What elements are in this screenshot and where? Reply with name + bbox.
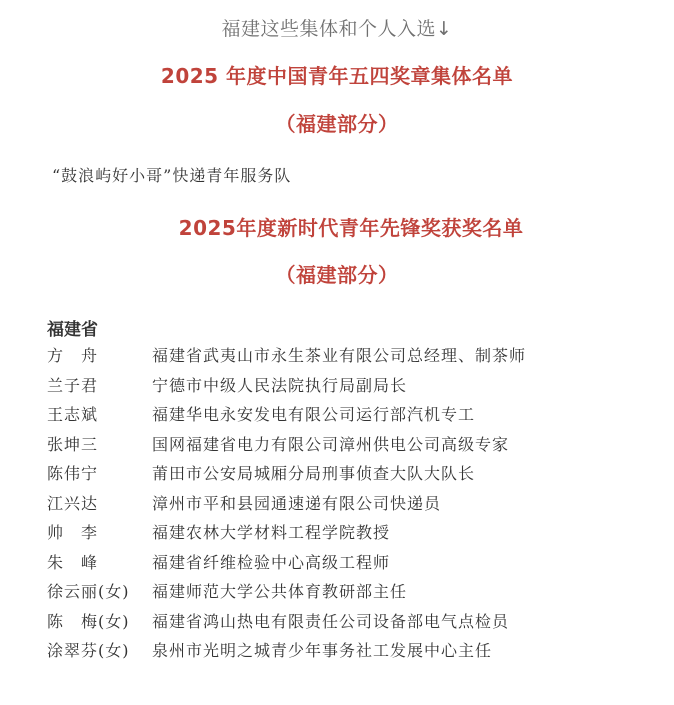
awardee-name: 方 舟 [47, 346, 99, 366]
awardee-row [47, 517, 647, 547]
awardee-row [47, 340, 647, 370]
awardee-name: 兰子君 [47, 375, 99, 395]
awardee-name: 张坤三 [47, 434, 99, 454]
awardee-row [47, 635, 647, 665]
intro-text: 福建这些集体和个人入选↓ [221, 18, 453, 40]
team-entry: “鼓浪屿好小哥”快递青年服务队 [52, 166, 292, 185]
awardee-row [47, 370, 647, 400]
awardee-name: 徐云丽(女) [47, 582, 130, 602]
wusi-medal-title: 2025 年度中国青年五四奖章集体名单 [160, 64, 514, 88]
awardee-position: 福建华电永安发电有限公司运行部汽机专工 [152, 405, 476, 425]
awardee-position: 国网福建省电力有限公司漳州供电公司高级专家 [152, 434, 510, 454]
pioneer-award-subtitle: （福建部分） [275, 263, 399, 287]
awardee-name: 江兴达 [47, 493, 99, 513]
awardee-position: 福建省鸿山热电有限责任公司设备部电气点检员 [152, 611, 510, 631]
wusi-medal-subtitle: （福建部分） [275, 112, 399, 136]
awardee-position: 福建师范大学公共体育教研部主任 [152, 582, 408, 602]
province-heading: 福建省 [47, 320, 98, 340]
awardee-row [47, 399, 647, 429]
awardee-position: 福建省武夷山市永生茶业有限公司总经理、制茶师 [152, 346, 527, 366]
awardee-name: 陈 梅(女) [47, 611, 130, 631]
awardee-name: 王志斌 [47, 405, 99, 425]
awardee-name: 帅 李 [47, 523, 99, 543]
awardee-row [47, 488, 647, 518]
awardee-row [47, 576, 647, 606]
awardee-position: 莆田市公安局城厢分局刑事侦查大队大队长 [152, 464, 476, 484]
awardee-position: 宁德市中级人民法院执行局副局长 [152, 375, 408, 395]
awardee-position: 泉州市光明之城青少年事务社工发展中心主任 [152, 641, 493, 661]
awardee-row [47, 547, 647, 577]
awardee-name: 涂翠芬(女) [47, 641, 130, 661]
awardee-position: 福建省纤维检验中心高级工程师 [152, 552, 391, 572]
awardee-position: 漳州市平和县园通速递有限公司快递员 [152, 493, 442, 513]
awardee-row [47, 429, 647, 459]
awardee-row [47, 458, 647, 488]
awardee-position: 福建农林大学材料工程学院教授 [152, 523, 391, 543]
awardee-name: 陈伟宁 [47, 464, 99, 484]
awardee-name: 朱 峰 [47, 552, 99, 572]
pioneer-award-title: 2025年度新时代青年先锋奖获奖名单 [178, 216, 524, 240]
awardee-row [47, 606, 647, 636]
awardee-list [47, 340, 647, 665]
